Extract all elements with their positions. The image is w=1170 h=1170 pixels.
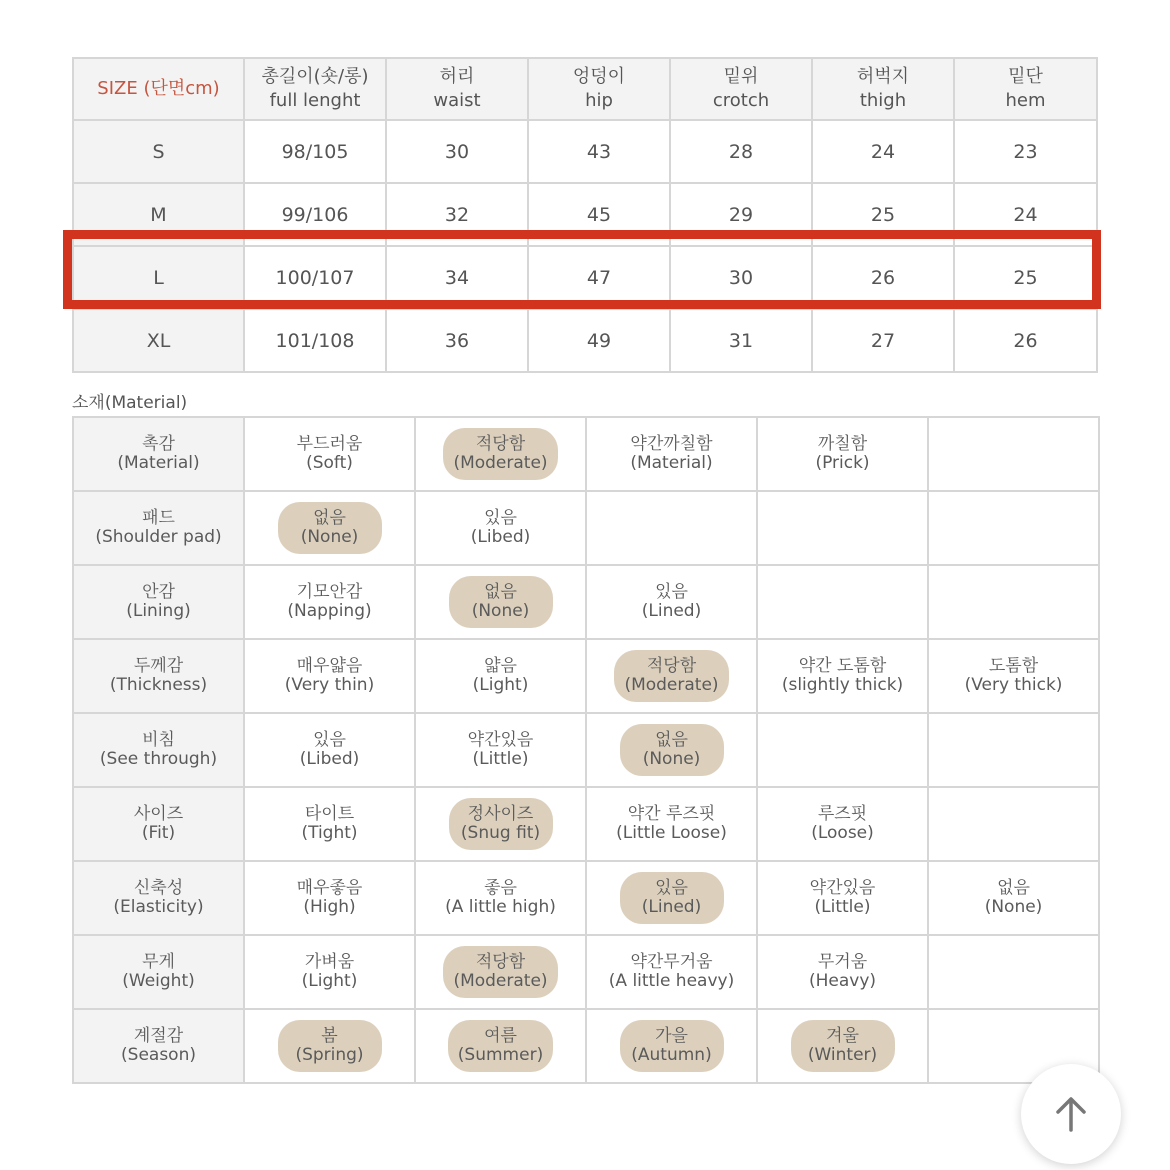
option-ko: 루즈핏 <box>817 804 868 824</box>
size-value-cell: 30 <box>386 120 528 183</box>
option-ko: 까칠함 <box>817 434 868 454</box>
material-option-cell <box>757 1009 928 1083</box>
attribute-label-box <box>110 949 207 995</box>
option-ko: 기모안감 <box>296 582 363 602</box>
option-en: (Libed) <box>299 749 360 769</box>
material-option-cell <box>244 787 415 861</box>
material-table <box>72 416 1100 1084</box>
option-en: (Little) <box>814 897 871 917</box>
option <box>597 949 746 995</box>
material-option-cell <box>928 713 1099 787</box>
option <box>285 431 375 477</box>
material-option-cell <box>757 639 928 713</box>
material-option-cell <box>757 491 928 565</box>
material-section-title: 소재(Material) <box>72 393 188 413</box>
option-en: (Summer) <box>457 1045 544 1065</box>
attribute-label-text: (Thickness) <box>109 675 208 695</box>
size-l-highlight-box <box>63 230 1101 309</box>
material-option-cell <box>244 713 415 787</box>
header-label-ko: 밑위 <box>723 66 759 87</box>
material-option-cell <box>586 565 757 639</box>
option <box>803 431 881 477</box>
material-option-cell <box>415 639 586 713</box>
material-option-cell <box>415 491 586 565</box>
option-en: (Moderate) <box>453 453 548 473</box>
option-en: (Tight) <box>301 823 358 843</box>
option-ko: 적당함 <box>475 434 526 454</box>
material-row <box>73 417 1099 491</box>
attribute-label-box <box>114 579 203 625</box>
option-ko: 얇음 <box>484 656 517 676</box>
material-attribute-label <box>73 1009 244 1083</box>
attribute-label-box <box>88 727 229 773</box>
size-label-cell: S <box>73 120 244 183</box>
option-ko: 있음 <box>313 730 346 750</box>
option-en: (Little Loose) <box>616 823 727 843</box>
option-ko: 부드러움 <box>296 434 363 454</box>
material-option-cell <box>757 861 928 935</box>
option-en: (A little heavy) <box>608 971 735 991</box>
material-option-cell <box>244 1009 415 1083</box>
size-header-cell <box>812 58 954 120</box>
size-header-cell <box>244 58 386 120</box>
material-option-cell <box>928 565 1099 639</box>
option-ko: 없음 <box>655 730 688 750</box>
option-ko: 가벼움 <box>304 952 355 972</box>
option-en: (Heavy) <box>808 971 877 991</box>
selected-option-pill <box>620 872 724 924</box>
option-en: (Snug fit) <box>460 823 541 843</box>
selected-option-pill <box>278 502 382 554</box>
option-ko: 없음 <box>313 508 346 528</box>
option-ko: 약간있음 <box>467 730 534 750</box>
option-en: (Lined) <box>641 897 702 917</box>
material-row <box>73 713 1099 787</box>
option-ko: 가을 <box>655 1026 688 1046</box>
size-row-s <box>73 120 1097 183</box>
attribute-label-box <box>101 875 215 921</box>
option <box>459 505 543 551</box>
option-ko: 타이트 <box>304 804 355 824</box>
size-header-cell <box>954 58 1097 120</box>
option-ko: 겨울 <box>826 1026 859 1046</box>
size-value-cell: 25 <box>812 183 954 246</box>
header-label-ko: 총길이(숏/롱) <box>261 66 369 87</box>
attribute-label-box <box>98 653 219 699</box>
material-row <box>73 787 1099 861</box>
option-en: (Moderate) <box>624 675 719 695</box>
attribute-label-box <box>83 505 233 551</box>
size-value-cell: 100/107 <box>244 246 386 309</box>
option-ko: 약간있음 <box>809 878 876 898</box>
option-ko: 봄 <box>321 1026 338 1046</box>
attribute-label-text: 무게 <box>142 952 175 972</box>
option-ko: 있음 <box>484 508 517 528</box>
option <box>461 653 541 699</box>
material-row <box>73 491 1099 565</box>
header-label-en: full lenght <box>269 90 361 111</box>
header-label-ko: SIZE (단면cm) <box>97 78 220 99</box>
size-header-row <box>73 58 1097 120</box>
attribute-label-text: 패드 <box>142 508 175 528</box>
option-en: (Soft) <box>306 453 353 473</box>
size-value-cell: 28 <box>670 120 812 183</box>
option-en: (Napping) <box>287 601 372 621</box>
header-label-ko: 밑단 <box>1008 66 1043 87</box>
material-option-cell <box>415 417 586 491</box>
option-en: (A little high) <box>445 897 556 917</box>
option-en: (Light) <box>472 675 529 695</box>
material-row <box>73 1009 1099 1083</box>
material-option-cell <box>928 639 1099 713</box>
size-value-cell: 36 <box>386 309 528 372</box>
material-option-cell <box>928 935 1099 1009</box>
option <box>799 801 886 847</box>
material-attribute-label <box>73 491 244 565</box>
option-ko: 적당함 <box>475 952 526 972</box>
attribute-label-box <box>109 1023 208 1069</box>
material-attribute-label <box>73 935 244 1009</box>
material-option-cell <box>586 713 757 787</box>
size-value-cell: 43 <box>528 120 670 183</box>
selected-option-pill <box>443 428 557 480</box>
size-table <box>72 57 1098 373</box>
material-option-cell <box>586 861 757 935</box>
selected-option-pill <box>791 1020 895 1072</box>
attribute-label-text: 비침 <box>142 730 175 750</box>
material-option-cell <box>586 1009 757 1083</box>
material-option-cell <box>757 417 928 491</box>
size-header-cell <box>528 58 670 120</box>
attribute-label-text: (Elasticity) <box>113 897 204 917</box>
material-option-cell <box>586 639 757 713</box>
size-header-cell <box>386 58 528 120</box>
option <box>604 801 739 847</box>
scroll-to-top-button[interactable] <box>1021 1064 1121 1164</box>
size-value-cell: 101/108 <box>244 309 386 372</box>
attribute-label-text: (Fit) <box>141 823 176 843</box>
selected-option-pill <box>443 946 557 998</box>
size-label-cell: XL <box>73 309 244 372</box>
option <box>953 653 1075 699</box>
option-ko: 정사이즈 <box>467 804 534 824</box>
option-ko: 약간무거움 <box>630 952 713 972</box>
header-label-en: waist <box>433 90 481 111</box>
material-row <box>73 565 1099 639</box>
option-ko: 없음 <box>997 878 1030 898</box>
attribute-label-text: 안감 <box>142 582 175 602</box>
material-option-cell <box>415 565 586 639</box>
attribute-label-box <box>122 801 195 847</box>
size-value-cell: 26 <box>812 246 954 309</box>
arrow-up-icon <box>1051 1094 1091 1134</box>
size-value-cell: 45 <box>528 183 670 246</box>
size-value-cell: 25 <box>954 246 1097 309</box>
material-option-cell <box>244 639 415 713</box>
material-option-cell <box>244 417 415 491</box>
attribute-label-text: 사이즈 <box>133 804 184 824</box>
material-attribute-label <box>73 861 244 935</box>
size-label-cell: L <box>73 246 244 309</box>
material-option-cell <box>415 787 586 861</box>
size-value-cell: 29 <box>670 183 812 246</box>
option <box>797 949 888 995</box>
attribute-label-text: 신축성 <box>133 878 184 898</box>
attribute-label-text: 계절감 <box>133 1026 184 1046</box>
option-en: (None) <box>984 897 1043 917</box>
option-en: (Autumn) <box>631 1045 712 1065</box>
header-label-ko: 허벅지 <box>856 66 910 87</box>
option-en: (Very thin) <box>284 675 375 695</box>
option-ko: 무거움 <box>817 952 868 972</box>
material-option-cell <box>415 861 586 935</box>
material-option-cell <box>757 935 928 1009</box>
size-value-cell: 49 <box>528 309 670 372</box>
material-option-cell <box>415 1009 586 1083</box>
selected-option-pill <box>620 724 724 776</box>
size-label-cell: M <box>73 183 244 246</box>
option <box>798 875 888 921</box>
material-option-cell <box>586 935 757 1009</box>
option-ko: 약간 루즈핏 <box>627 804 716 824</box>
option <box>973 875 1055 921</box>
material-option-cell <box>415 935 586 1009</box>
option <box>285 875 375 921</box>
option-ko: 여름 <box>484 1026 517 1046</box>
material-option-cell <box>244 491 415 565</box>
selected-option-pill <box>614 650 728 702</box>
material-attribute-label <box>73 639 244 713</box>
material-attribute-label <box>73 565 244 639</box>
option <box>288 727 372 773</box>
option-en: (Little) <box>472 749 529 769</box>
option-ko: 있음 <box>655 582 688 602</box>
size-row-xl <box>73 309 1097 372</box>
size-value-cell: 30 <box>670 246 812 309</box>
size-value-cell: 99/106 <box>244 183 386 246</box>
attribute-label-text: (See through) <box>99 749 218 769</box>
material-row <box>73 935 1099 1009</box>
material-option-cell <box>244 565 415 639</box>
option-en: (Material) <box>630 453 713 473</box>
option-en: (slightly thick) <box>781 675 904 695</box>
header-label-en: crotch <box>712 90 770 111</box>
size-value-cell: 31 <box>670 309 812 372</box>
option-ko: 있음 <box>655 878 688 898</box>
material-option-cell <box>415 713 586 787</box>
option <box>770 653 915 699</box>
option-ko: 매우얇음 <box>296 656 363 676</box>
option <box>456 727 546 773</box>
selected-option-pill <box>620 1020 724 1072</box>
material-option-cell <box>757 713 928 787</box>
option <box>630 579 713 625</box>
header-label-en: hip <box>585 90 613 111</box>
option <box>290 949 370 995</box>
option-en: (Libed) <box>470 527 531 547</box>
option-ko: 좋음 <box>484 878 517 898</box>
option <box>275 579 383 625</box>
material-option-cell <box>928 417 1099 491</box>
option-en: (Moderate) <box>453 971 548 991</box>
option-en: (Loose) <box>811 823 874 843</box>
option-ko: 약간 도톰함 <box>798 656 887 676</box>
size-value-cell: 27 <box>812 309 954 372</box>
material-attribute-label <box>73 417 244 491</box>
size-value-cell: 98/105 <box>244 120 386 183</box>
option-en: (Winter) <box>807 1045 878 1065</box>
option-en: (None) <box>642 749 701 769</box>
material-option-cell <box>757 565 928 639</box>
material-option-cell <box>757 787 928 861</box>
selected-option-pill <box>448 1020 553 1072</box>
option <box>618 431 724 477</box>
size-value-cell: 47 <box>528 246 670 309</box>
material-option-cell <box>928 787 1099 861</box>
option-ko: 도톰함 <box>988 656 1039 676</box>
attribute-label-text: 촉감 <box>142 434 175 454</box>
material-option-cell <box>244 861 415 935</box>
option <box>273 653 386 699</box>
option-en: (Spring) <box>295 1045 364 1065</box>
material-attribute-label <box>73 787 244 861</box>
attribute-label-text: (Weight) <box>122 971 195 991</box>
size-value-cell: 32 <box>386 183 528 246</box>
attribute-label-box <box>105 431 211 477</box>
size-value-cell: 23 <box>954 120 1097 183</box>
header-label-en: thigh <box>859 90 907 111</box>
size-value-cell: 34 <box>386 246 528 309</box>
size-value-cell: 26 <box>954 309 1097 372</box>
header-label-ko: 허리 <box>439 66 475 87</box>
option-en: (None) <box>471 601 530 621</box>
material-row <box>73 861 1099 935</box>
selected-option-pill <box>449 798 553 850</box>
material-option-cell <box>928 861 1099 935</box>
size-value-cell: 24 <box>954 183 1097 246</box>
option-ko: 약간까칠함 <box>630 434 713 454</box>
attribute-label-text: 두께감 <box>133 656 184 676</box>
material-option-cell <box>586 787 757 861</box>
material-row <box>73 639 1099 713</box>
selected-option-pill <box>278 1020 382 1072</box>
option <box>289 801 369 847</box>
option-en: (Light) <box>301 971 358 991</box>
option-en: (Lined) <box>641 601 702 621</box>
header-label-ko: 엉덩이 <box>572 66 626 87</box>
option-en: (None) <box>300 527 359 547</box>
option-en: (High) <box>303 897 356 917</box>
size-header-cell <box>73 58 244 120</box>
material-option-cell <box>244 935 415 1009</box>
option-ko: 매우좋음 <box>296 878 363 898</box>
option <box>433 875 568 921</box>
selected-option-pill <box>449 576 553 628</box>
attribute-label-text: (Season) <box>121 1045 196 1065</box>
attribute-label-text: (Shoulder pad) <box>95 527 222 547</box>
attribute-label-text: (Material) <box>117 453 200 473</box>
material-option-cell <box>586 491 757 565</box>
option-en: (Prick) <box>815 453 870 473</box>
size-value-cell: 24 <box>812 120 954 183</box>
material-attribute-label <box>73 713 244 787</box>
header-label-en: hem <box>1005 90 1046 111</box>
option-ko: 적당함 <box>646 656 697 676</box>
option-en: (Very thick) <box>964 675 1063 695</box>
size-header-cell <box>670 58 812 120</box>
option-ko: 없음 <box>484 582 517 602</box>
material-option-cell <box>928 491 1099 565</box>
material-option-cell <box>586 417 757 491</box>
attribute-label-text: (Lining) <box>126 601 191 621</box>
